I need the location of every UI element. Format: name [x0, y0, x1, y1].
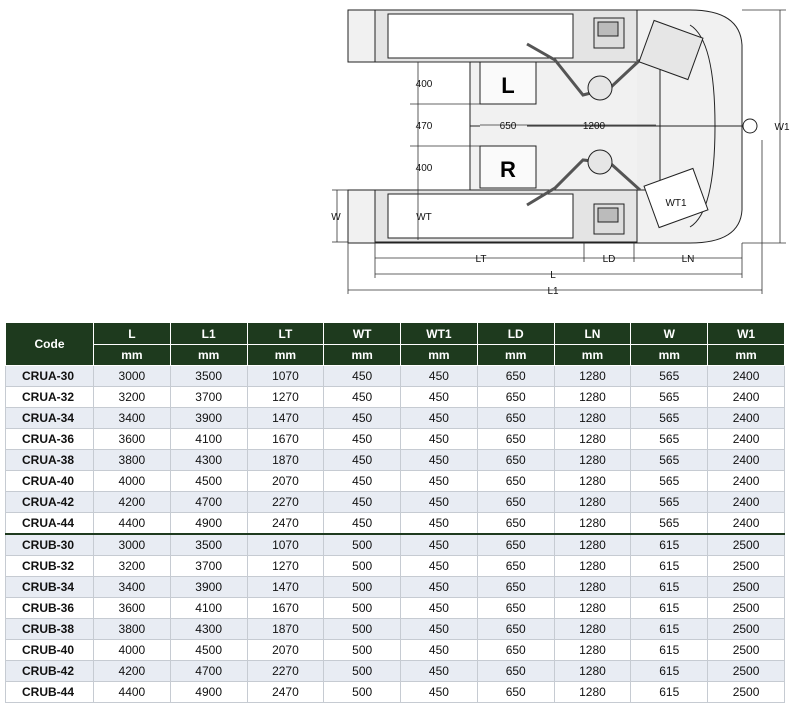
- value-cell: 3600: [94, 429, 171, 450]
- value-cell: 4500: [170, 471, 247, 492]
- dim-WT1: WT1: [665, 198, 687, 209]
- value-cell: 650: [477, 619, 554, 640]
- table-row: [6, 513, 785, 535]
- model-code-cell: CRUB-42: [6, 661, 94, 682]
- spec-table-body: [6, 366, 785, 703]
- value-cell: 2500: [708, 682, 785, 703]
- value-cell: 4200: [94, 661, 171, 682]
- header-W: W: [631, 323, 708, 345]
- unit-cell: mm: [401, 345, 478, 366]
- header-LN: LN: [554, 323, 631, 345]
- value-cell: 1270: [247, 387, 324, 408]
- value-cell: 650: [477, 534, 554, 556]
- value-cell: 450: [401, 682, 478, 703]
- value-cell: 1470: [247, 408, 324, 429]
- value-cell: 2470: [247, 682, 324, 703]
- value-cell: 3000: [94, 366, 171, 387]
- value-cell: 2500: [708, 556, 785, 577]
- value-cell: 3900: [170, 408, 247, 429]
- value-cell: 4400: [94, 513, 171, 535]
- value-cell: 1280: [554, 408, 631, 429]
- dim-LT: LT: [475, 254, 487, 265]
- model-code-cell: CRUA-32: [6, 387, 94, 408]
- value-cell: 1870: [247, 450, 324, 471]
- value-cell: 565: [631, 408, 708, 429]
- value-cell: 3400: [94, 408, 171, 429]
- value-cell: 565: [631, 471, 708, 492]
- value-cell: 650: [477, 429, 554, 450]
- value-cell: 500: [324, 619, 401, 640]
- value-cell: 565: [631, 429, 708, 450]
- value-cell: 1280: [554, 619, 631, 640]
- table-row: [6, 366, 785, 387]
- value-cell: 565: [631, 513, 708, 535]
- dim-LN: LN: [681, 254, 695, 265]
- table-row: [6, 387, 785, 408]
- model-code-cell: CRUB-40: [6, 640, 94, 661]
- model-code-cell: CRUA-38: [6, 450, 94, 471]
- pivot-circle: [743, 119, 757, 133]
- value-cell: 1670: [247, 598, 324, 619]
- value-cell: 565: [631, 387, 708, 408]
- header-L1: L1: [170, 323, 247, 345]
- table-row: [6, 682, 785, 703]
- dim-650: 650: [499, 121, 517, 132]
- value-cell: 4200: [94, 492, 171, 513]
- value-cell: 4000: [94, 471, 171, 492]
- value-cell: 450: [401, 640, 478, 661]
- model-code-cell: CRUA-36: [6, 429, 94, 450]
- value-cell: 450: [401, 429, 478, 450]
- value-cell: 3500: [170, 366, 247, 387]
- value-cell: 650: [477, 556, 554, 577]
- value-cell: 565: [631, 366, 708, 387]
- value-cell: 3400: [94, 577, 171, 598]
- value-cell: 1280: [554, 471, 631, 492]
- model-code-cell: CRUB-36: [6, 598, 94, 619]
- value-cell: 3200: [94, 387, 171, 408]
- value-cell: 1470: [247, 577, 324, 598]
- dim-L1: L1: [547, 286, 559, 297]
- value-cell: 450: [324, 408, 401, 429]
- value-cell: 2500: [708, 577, 785, 598]
- value-cell: 450: [401, 577, 478, 598]
- value-cell: 1870: [247, 619, 324, 640]
- dimension-drawing: [0, 0, 796, 300]
- value-cell: 650: [477, 366, 554, 387]
- value-cell: 2070: [247, 471, 324, 492]
- value-cell: 2400: [708, 387, 785, 408]
- value-cell: 2500: [708, 619, 785, 640]
- value-cell: 1670: [247, 429, 324, 450]
- value-cell: 450: [401, 534, 478, 556]
- value-cell: 1280: [554, 387, 631, 408]
- value-cell: 500: [324, 682, 401, 703]
- value-cell: 4900: [170, 513, 247, 535]
- value-cell: 500: [324, 640, 401, 661]
- value-cell: 3200: [94, 556, 171, 577]
- dim-1200: 1200: [582, 121, 606, 132]
- value-cell: 4900: [170, 682, 247, 703]
- value-cell: 3800: [94, 450, 171, 471]
- unit-cell: mm: [554, 345, 631, 366]
- value-cell: 2500: [708, 661, 785, 682]
- table-row: [6, 429, 785, 450]
- value-cell: 450: [401, 619, 478, 640]
- value-cell: 4700: [170, 661, 247, 682]
- header-LD: LD: [477, 323, 554, 345]
- value-cell: 1280: [554, 429, 631, 450]
- value-cell: 450: [401, 450, 478, 471]
- model-code-cell: CRUA-44: [6, 513, 94, 535]
- dim-W: W: [331, 212, 341, 223]
- value-cell: 450: [324, 429, 401, 450]
- value-cell: 615: [631, 598, 708, 619]
- dim-W1: W1: [774, 122, 790, 133]
- table-row: [6, 471, 785, 492]
- value-cell: 450: [401, 387, 478, 408]
- value-cell: 450: [401, 661, 478, 682]
- value-cell: 1280: [554, 661, 631, 682]
- value-cell: 2270: [247, 492, 324, 513]
- value-cell: 4300: [170, 450, 247, 471]
- table-row: [6, 556, 785, 577]
- model-code-cell: CRUA-34: [6, 408, 94, 429]
- header-WT: WT: [324, 323, 401, 345]
- value-cell: 450: [324, 513, 401, 535]
- unit-cell: mm: [247, 345, 324, 366]
- value-cell: 500: [324, 556, 401, 577]
- value-cell: 4500: [170, 640, 247, 661]
- value-cell: 565: [631, 492, 708, 513]
- value-cell: 2400: [708, 429, 785, 450]
- value-cell: 650: [477, 492, 554, 513]
- header-L: L: [94, 323, 171, 345]
- value-cell: 2400: [708, 450, 785, 471]
- value-cell: 2400: [708, 513, 785, 535]
- spec-table: [5, 322, 785, 703]
- value-cell: 1280: [554, 577, 631, 598]
- value-cell: 450: [324, 387, 401, 408]
- unit-row: [6, 345, 785, 366]
- unit-cell: mm: [708, 345, 785, 366]
- value-cell: 1070: [247, 366, 324, 387]
- unit-cell: mm: [170, 345, 247, 366]
- value-cell: 450: [401, 492, 478, 513]
- value-cell: 565: [631, 450, 708, 471]
- value-cell: 2470: [247, 513, 324, 535]
- model-code-cell: CRUB-38: [6, 619, 94, 640]
- value-cell: 4000: [94, 640, 171, 661]
- value-cell: 3700: [170, 556, 247, 577]
- value-cell: 500: [324, 661, 401, 682]
- value-cell: 3900: [170, 577, 247, 598]
- header-row: [6, 323, 785, 345]
- value-cell: 615: [631, 661, 708, 682]
- value-cell: 3500: [170, 534, 247, 556]
- dim-L: L: [550, 270, 556, 281]
- value-cell: 1280: [554, 534, 631, 556]
- model-code-cell: CRUB-44: [6, 682, 94, 703]
- unit-cell: mm: [477, 345, 554, 366]
- value-cell: 1280: [554, 513, 631, 535]
- value-cell: 650: [477, 682, 554, 703]
- value-cell: 4100: [170, 598, 247, 619]
- left-pad-label: L: [501, 73, 515, 98]
- table-row: [6, 534, 785, 556]
- table-row: [6, 640, 785, 661]
- value-cell: 1280: [554, 556, 631, 577]
- value-cell: 615: [631, 619, 708, 640]
- value-cell: 1280: [554, 598, 631, 619]
- value-cell: 1280: [554, 682, 631, 703]
- value-cell: 650: [477, 513, 554, 535]
- value-cell: 650: [477, 387, 554, 408]
- unit-cell: mm: [631, 345, 708, 366]
- value-cell: 650: [477, 598, 554, 619]
- value-cell: 615: [631, 682, 708, 703]
- value-cell: 4100: [170, 429, 247, 450]
- value-cell: 450: [401, 598, 478, 619]
- value-cell: 3600: [94, 598, 171, 619]
- value-cell: 450: [324, 450, 401, 471]
- value-cell: 450: [401, 408, 478, 429]
- value-cell: 2500: [708, 598, 785, 619]
- value-cell: 650: [477, 408, 554, 429]
- model-code-cell: CRUA-30: [6, 366, 94, 387]
- value-cell: 2070: [247, 640, 324, 661]
- value-cell: 2270: [247, 661, 324, 682]
- value-cell: 2500: [708, 640, 785, 661]
- value-cell: 2400: [708, 366, 785, 387]
- value-cell: 2400: [708, 492, 785, 513]
- header-code: Code: [6, 323, 94, 366]
- value-cell: 615: [631, 640, 708, 661]
- unit-cell: mm: [324, 345, 401, 366]
- table-row: [6, 492, 785, 513]
- model-code-cell: CRUB-34: [6, 577, 94, 598]
- dim-400-bottom: 400: [415, 163, 433, 174]
- value-cell: 450: [401, 556, 478, 577]
- table-row: [6, 598, 785, 619]
- value-cell: 2400: [708, 408, 785, 429]
- value-cell: 4300: [170, 619, 247, 640]
- table-row: [6, 408, 785, 429]
- dim-LD: LD: [602, 254, 616, 265]
- dim-470: 470: [415, 121, 433, 132]
- value-cell: 500: [324, 598, 401, 619]
- header-W1: W1: [708, 323, 785, 345]
- table-row: [6, 619, 785, 640]
- value-cell: 3800: [94, 619, 171, 640]
- value-cell: 450: [401, 513, 478, 535]
- model-code-cell: CRUB-32: [6, 556, 94, 577]
- header-WT1: WT1: [401, 323, 478, 345]
- table-row: [6, 577, 785, 598]
- value-cell: 3000: [94, 534, 171, 556]
- value-cell: 1280: [554, 492, 631, 513]
- value-cell: 615: [631, 534, 708, 556]
- right-pad-label: R: [500, 157, 516, 182]
- model-code-cell: CRUB-30: [6, 534, 94, 556]
- value-cell: 450: [401, 366, 478, 387]
- value-cell: 450: [324, 471, 401, 492]
- value-cell: 615: [631, 577, 708, 598]
- value-cell: 500: [324, 577, 401, 598]
- value-cell: 615: [631, 556, 708, 577]
- value-cell: 4700: [170, 492, 247, 513]
- model-code-cell: CRUA-40: [6, 471, 94, 492]
- value-cell: 650: [477, 640, 554, 661]
- value-cell: 3700: [170, 387, 247, 408]
- dim-WT: WT: [416, 212, 432, 223]
- value-cell: 450: [324, 366, 401, 387]
- value-cell: 1280: [554, 450, 631, 471]
- header-LT: LT: [247, 323, 324, 345]
- value-cell: 2400: [708, 471, 785, 492]
- value-cell: 650: [477, 661, 554, 682]
- value-cell: 1280: [554, 640, 631, 661]
- value-cell: 4400: [94, 682, 171, 703]
- value-cell: 650: [477, 450, 554, 471]
- value-cell: 1280: [554, 366, 631, 387]
- value-cell: 1070: [247, 534, 324, 556]
- value-cell: 1270: [247, 556, 324, 577]
- value-cell: 450: [401, 471, 478, 492]
- unit-cell: mm: [94, 345, 171, 366]
- table-row: [6, 661, 785, 682]
- model-code-cell: CRUA-42: [6, 492, 94, 513]
- table-row: [6, 450, 785, 471]
- value-cell: 450: [324, 492, 401, 513]
- value-cell: 2500: [708, 534, 785, 556]
- value-cell: 650: [477, 577, 554, 598]
- value-cell: 650: [477, 471, 554, 492]
- dim-400-top: 400: [415, 79, 433, 90]
- value-cell: 500: [324, 534, 401, 556]
